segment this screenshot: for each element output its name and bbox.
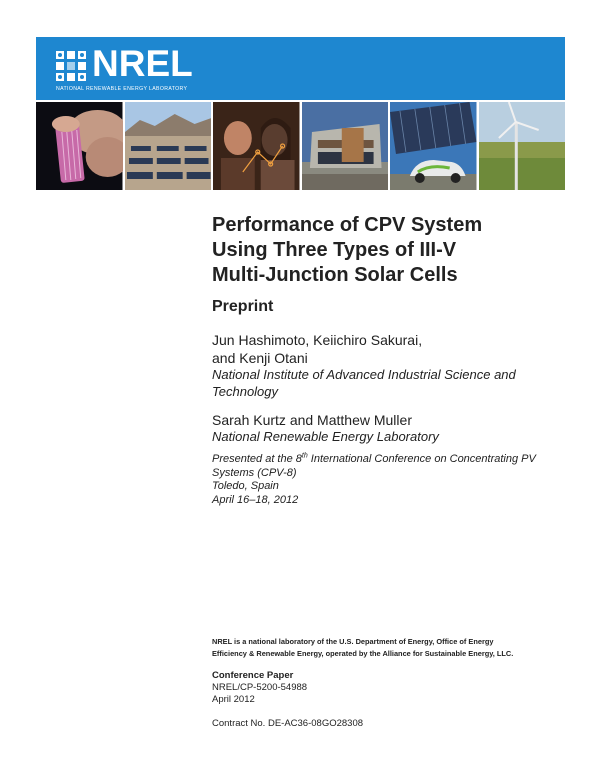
nrel-statement — [212, 636, 572, 660]
solar-cell-photo — [36, 102, 123, 190]
wind-turbine-photo — [479, 102, 566, 190]
document-subtitle: Preprint — [212, 298, 274, 315]
building-photo — [302, 102, 389, 190]
nrel-logo-icon — [56, 51, 86, 81]
header-banner — [36, 37, 565, 100]
title-line: Performance of CPV System — [212, 214, 483, 236]
title-line: Using Three Types of III-V — [212, 239, 457, 261]
solar-field-photo — [125, 102, 212, 190]
conference-prefix: Presented at the 8 — [212, 453, 302, 465]
contract-number: Contract No. DE-AC36-08GO28308 — [212, 718, 364, 729]
affiliation-2: National Renewable Energy Laboratory — [212, 429, 439, 444]
photo-strip — [36, 102, 565, 190]
conference-line — [212, 453, 572, 467]
conference-date: April 16–18, 2012 — [212, 493, 299, 506]
conference-name: International Conference on Concentrating PV — [307, 453, 536, 465]
solar-tracker-car-photo — [390, 102, 477, 190]
title-line: Multi-Junction Solar Cells — [212, 264, 458, 286]
authors-group-1 — [212, 331, 422, 367]
presentation-info — [212, 453, 572, 507]
author-line: and Kenji Otani — [212, 350, 308, 366]
authors-group-2: Sarah Kurtz and Matthew Muller — [212, 412, 412, 428]
conference-ordinal: th — [301, 452, 308, 460]
paper-type: Conference Paper — [212, 670, 294, 681]
researchers-photo — [213, 102, 300, 190]
conference-line-2: Systems (CPV-8) — [212, 466, 297, 479]
logo-subtitle: NATIONAL RENEWABLE ENERGY LABORATORY — [56, 86, 188, 92]
affiliation-line: Technology — [212, 384, 279, 399]
conference-location: Toledo, Spain — [212, 480, 279, 492]
statement-line: Efficiency & Renewable Energy, operated by the Alliance for Sustainable Energy, LLC. — [212, 649, 514, 658]
report-info — [212, 670, 307, 706]
document-title — [212, 213, 552, 288]
affiliation-1 — [212, 366, 562, 400]
report-number: NREL/CP-5200-54988 — [212, 682, 308, 693]
report-date: April 2012 — [212, 694, 255, 705]
author-line: Jun Hashimoto, Keiichiro Sakurai, — [212, 332, 423, 348]
statement-line: NREL is a national laboratory of the U.S. Department of Energy, Office of Energy — [212, 637, 494, 646]
affiliation-line: National Institute of Advanced Industrial Science and — [212, 367, 516, 382]
logo-text: NREL — [92, 43, 193, 84]
